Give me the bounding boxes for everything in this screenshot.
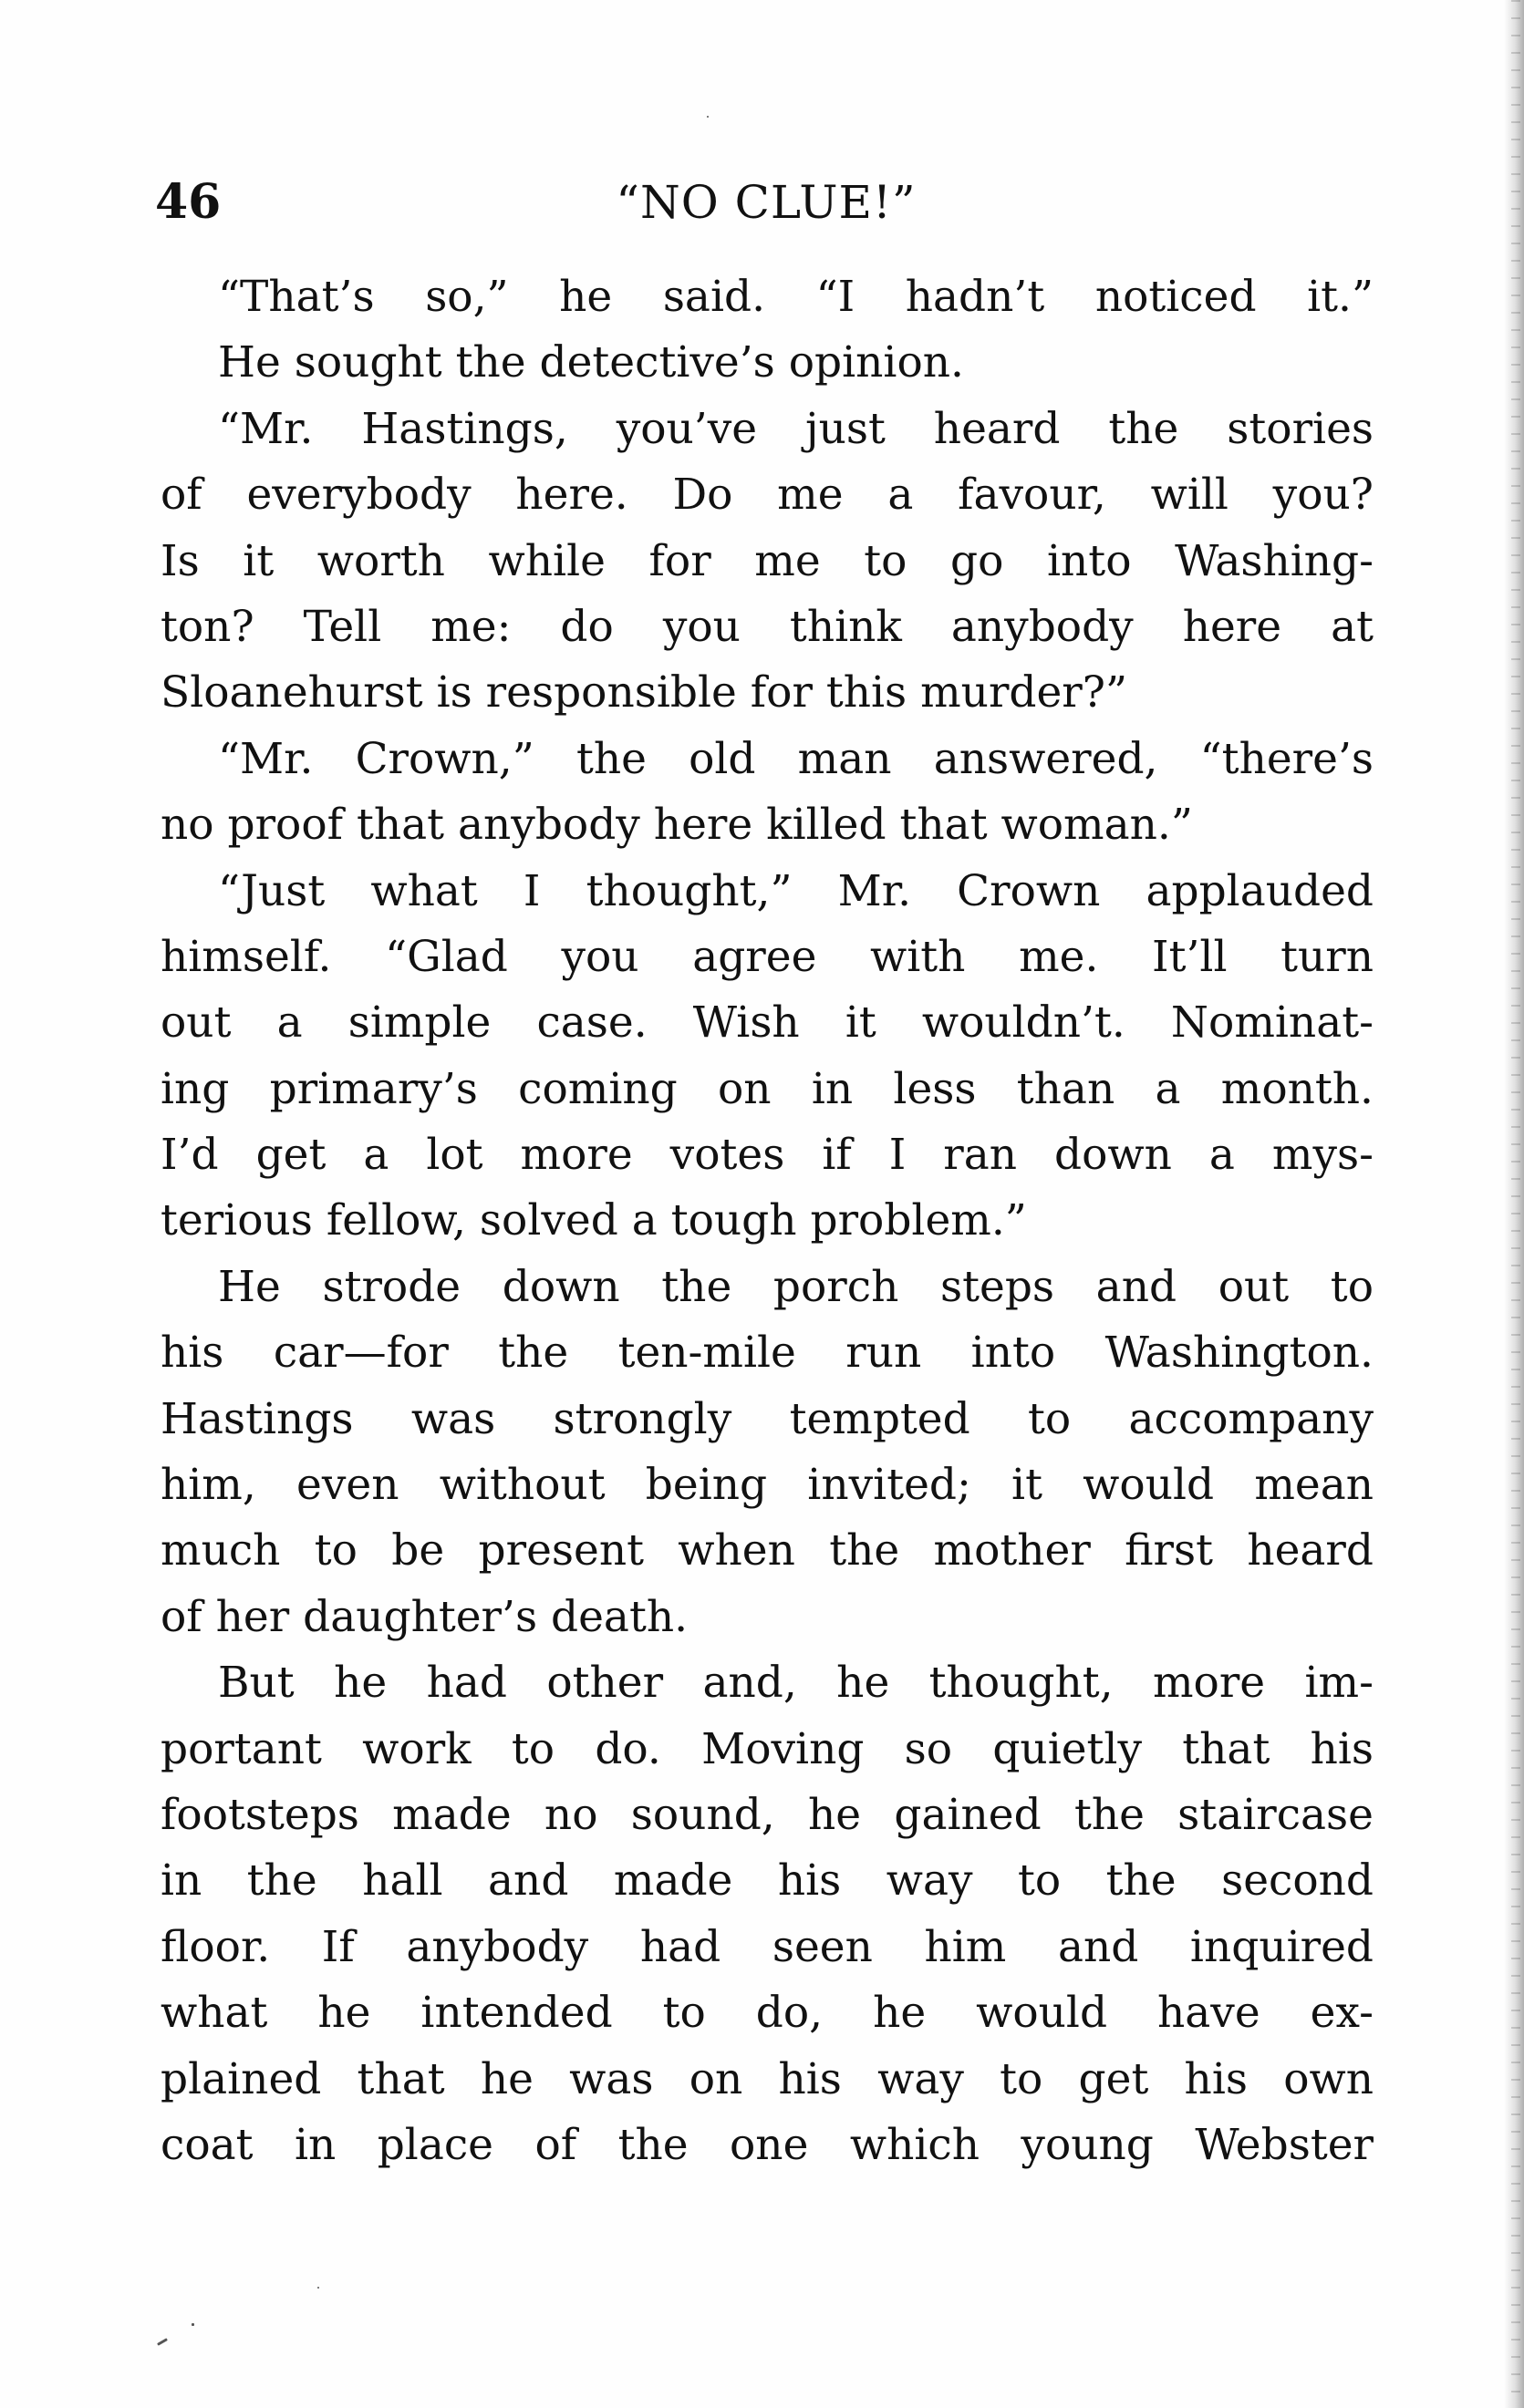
text-line: “That’s so,” he said. “I hadn’t noticed it.” [218, 272, 1374, 322]
text-line: his car—for the ten-mile run into Washington. [161, 1328, 1374, 1379]
text-line: of her daughter’s death. [161, 1591, 689, 1642]
print-speck [157, 2338, 168, 2346]
running-title: “NO CLUE!” [616, 176, 917, 229]
page-header [155, 171, 1377, 234]
text-line: ing primary’s coming on in less than a month. [161, 1063, 1374, 1114]
print-speck [707, 116, 709, 118]
text-line: no proof that anybody here killed that woman.” [161, 800, 1193, 851]
page-number: 46 [155, 174, 222, 230]
text-line: what he intended to do, he would have ex- [161, 1988, 1374, 2039]
text-line: He strode down the porch steps and out to [218, 1261, 1374, 1312]
text-line: “Just what I thought,” Mr. Crown applauded [218, 865, 1374, 916]
text-line: terious fellow, solved a tough problem.” [161, 1195, 1027, 1246]
text-line: portant work to do. Moving so quietly that his [161, 1723, 1374, 1774]
text-line: But he had other and, he thought, more im- [218, 1658, 1374, 1709]
print-speck [317, 2287, 319, 2289]
text-line: out a simple case. Wish it wouldn’t. Nominat- [161, 997, 1374, 1049]
text-line: I’d get a lot more votes if I ran down a mys- [161, 1130, 1374, 1181]
print-speck [192, 2323, 194, 2326]
text-line: “Mr. Crown,” the old man answered, “there’s [218, 733, 1374, 784]
text-line: He sought the detective’s opinion. [218, 337, 964, 388]
page-edge-texture [1511, 0, 1520, 2408]
text-line: plained that he was on his way to get his own [161, 2053, 1374, 2104]
text-line: himself. “Glad you agree with me. It’ll turn [161, 931, 1374, 982]
text-line: “Mr. Hastings, you’ve just heard the stories [218, 403, 1374, 454]
text-line: floor. If anybody had seen him and inquired [161, 1921, 1374, 1972]
text-line: much to be present when the mother first heard [161, 1525, 1374, 1576]
text-line: in the hall and made his way to the second [161, 1855, 1374, 1907]
text-line: him, even without being invited; it would mean [161, 1460, 1374, 1511]
text-line: ton? Tell me: do you think anybody here at [161, 601, 1374, 652]
text-line: Sloanehurst is responsible for this murder?” [161, 667, 1128, 718]
body-text [161, 264, 1374, 2178]
text-line: coat in place of the one which young Webster [161, 2119, 1374, 2170]
text-line: footsteps made no sound, he gained the staircase [161, 1789, 1374, 1840]
text-line: Is it worth while for me to go into Washing- [161, 535, 1374, 586]
text-line: of everybody here. Do me a favour, will you? [161, 470, 1374, 521]
text-line: Hastings was strongly tempted to accompany [161, 1393, 1374, 1444]
